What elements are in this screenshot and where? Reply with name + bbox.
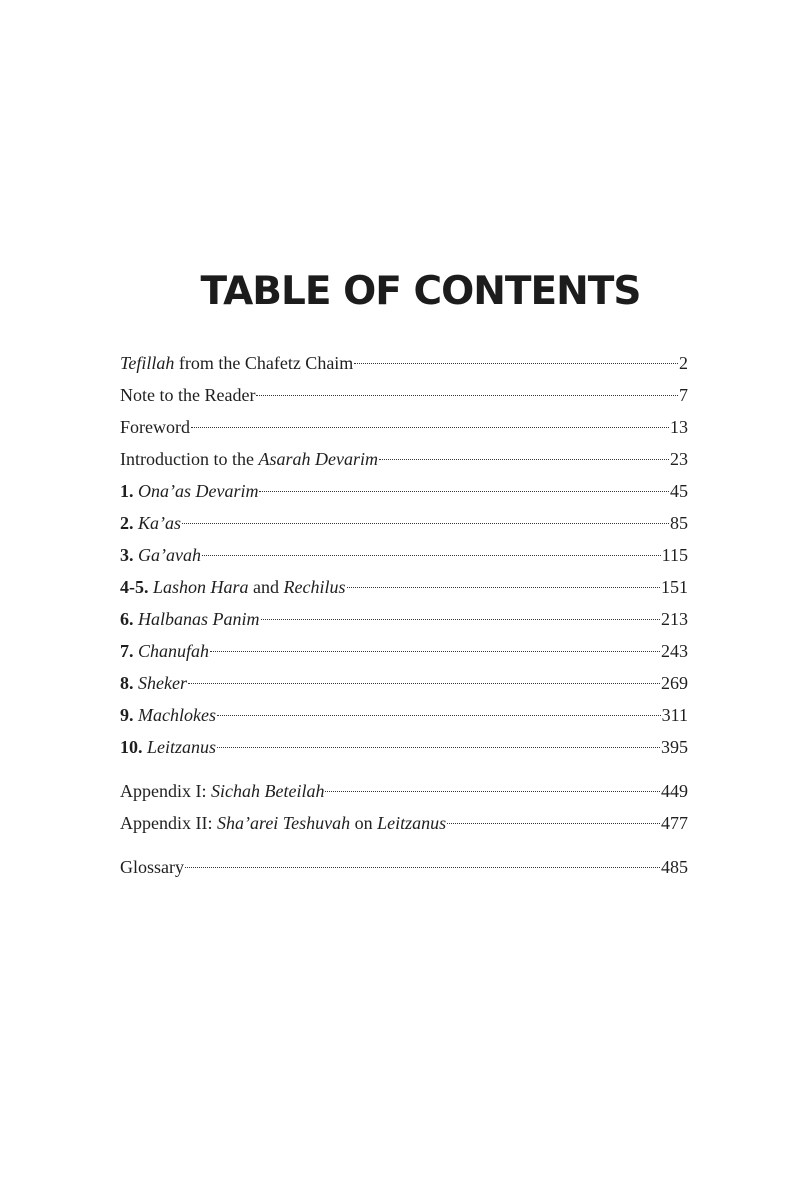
toc-entry-label <box>120 667 187 699</box>
toc-entry <box>120 411 688 443</box>
dot-leader <box>182 523 669 524</box>
chapter-number: 8. <box>120 673 134 693</box>
chapter-number: 9. <box>120 705 134 725</box>
page-title: TABLE OF CONTENTS <box>200 269 641 314</box>
toc-entry <box>120 539 688 571</box>
page-number: 45 <box>670 481 688 501</box>
toc-entry <box>120 443 688 475</box>
toc-entry-label <box>120 379 255 411</box>
entry-text: Foreword <box>120 417 190 437</box>
toc-entry-label <box>120 807 446 839</box>
entry-text: Introduction to the <box>120 449 259 469</box>
dot-leader <box>259 491 669 492</box>
entry-text-after: from the Chafetz Chaim <box>174 353 354 373</box>
toc-entry-label <box>120 571 346 603</box>
toc-entry-label <box>120 539 201 571</box>
dot-leader <box>185 867 660 868</box>
entry-italic-text: Lashon Hara <box>153 577 249 597</box>
entry-italic-text-2: Rechilus <box>283 577 346 597</box>
entry-italic-text: Machlokes <box>138 705 216 725</box>
chapter-number: 1. <box>120 481 134 501</box>
toc-entry-label <box>120 411 190 443</box>
entry-italic-text: Sheker <box>138 673 187 693</box>
toc-entry <box>120 851 688 883</box>
chapter-number: 6. <box>120 609 134 629</box>
dot-leader <box>261 619 661 620</box>
entry-text-after: on <box>350 813 378 833</box>
chapter-number: 2. <box>120 513 134 533</box>
toc-entry-label <box>120 603 260 635</box>
dot-leader <box>210 651 660 652</box>
chapter-number: 4-5. <box>120 577 149 597</box>
page-number: 23 <box>670 449 688 469</box>
entry-italic-text: Ona’as Devarim <box>138 481 259 501</box>
toc-entry-label <box>120 475 258 507</box>
toc-entry <box>120 507 688 539</box>
chapter-number: 10. <box>120 737 143 757</box>
dot-leader <box>447 823 660 824</box>
page-number: 311 <box>661 705 688 725</box>
page-number: 115 <box>661 545 688 565</box>
entry-italic-text: Halbanas Panim <box>138 609 260 629</box>
entry-italic-text: Ga’avah <box>138 545 201 565</box>
page-number: 485 <box>661 857 688 877</box>
toc-entry-label <box>120 635 209 667</box>
entry-italic-text: Chanufah <box>138 641 210 661</box>
dot-leader <box>379 459 669 460</box>
toc-entry <box>120 635 688 667</box>
chapter-number: 3. <box>120 545 134 565</box>
toc-entry-label <box>120 347 353 379</box>
entry-italic-text: Ka’as <box>138 513 182 533</box>
page-number: 243 <box>661 641 688 661</box>
toc-entry-label <box>120 775 324 807</box>
dot-leader <box>256 395 678 396</box>
dot-leader <box>325 791 660 792</box>
page-number: 85 <box>670 513 688 533</box>
toc-entry <box>120 347 688 379</box>
entry-italic-text-2: Leitzanus <box>377 813 447 833</box>
entry-italic-text: Leitzanus <box>147 737 217 757</box>
page-number: 477 <box>661 813 688 833</box>
toc-entry <box>120 775 688 807</box>
page-number: 151 <box>661 577 688 597</box>
page-number: 213 <box>661 609 688 629</box>
toc-entry-label <box>120 731 216 763</box>
toc-entry-label <box>120 443 378 475</box>
dot-leader <box>191 427 669 428</box>
toc-entry-label <box>120 507 181 539</box>
dot-leader <box>354 363 678 364</box>
toc-entry-label <box>120 851 184 883</box>
toc-entry <box>120 667 688 699</box>
toc-entry <box>120 379 688 411</box>
toc-list <box>120 347 688 883</box>
entry-text: Appendix I: <box>120 781 211 801</box>
toc-entry <box>120 807 688 839</box>
dot-leader <box>217 747 660 748</box>
toc-entry <box>120 475 688 507</box>
entry-text: Appendix II: <box>120 813 217 833</box>
entry-italic-text: Asarah Devarim <box>258 449 378 469</box>
chapter-number: 7. <box>120 641 134 661</box>
page-number: 2 <box>679 353 688 373</box>
page-number: 269 <box>661 673 688 693</box>
dot-leader <box>202 555 661 556</box>
entry-text: Glossary <box>120 857 184 877</box>
entry-italic-text: Tefillah <box>120 353 175 373</box>
dot-leader <box>188 683 660 684</box>
page-number: 13 <box>670 417 688 437</box>
entry-italic-text: Sichah Beteilah <box>210 781 325 801</box>
toc-entry-label <box>120 699 216 731</box>
page-number: 7 <box>679 385 688 405</box>
dot-leader <box>347 587 660 588</box>
dot-leader <box>217 715 661 716</box>
toc-entry <box>120 571 688 603</box>
toc-entry <box>120 603 688 635</box>
entry-text: Note to the Reader <box>120 385 256 405</box>
entry-text-after: and <box>248 577 284 597</box>
entry-italic-text: Sha’arei Teshuvah <box>216 813 351 833</box>
toc-entry <box>120 731 688 763</box>
toc-entry <box>120 699 688 731</box>
page-number: 449 <box>661 781 688 801</box>
page-number: 395 <box>661 737 688 757</box>
